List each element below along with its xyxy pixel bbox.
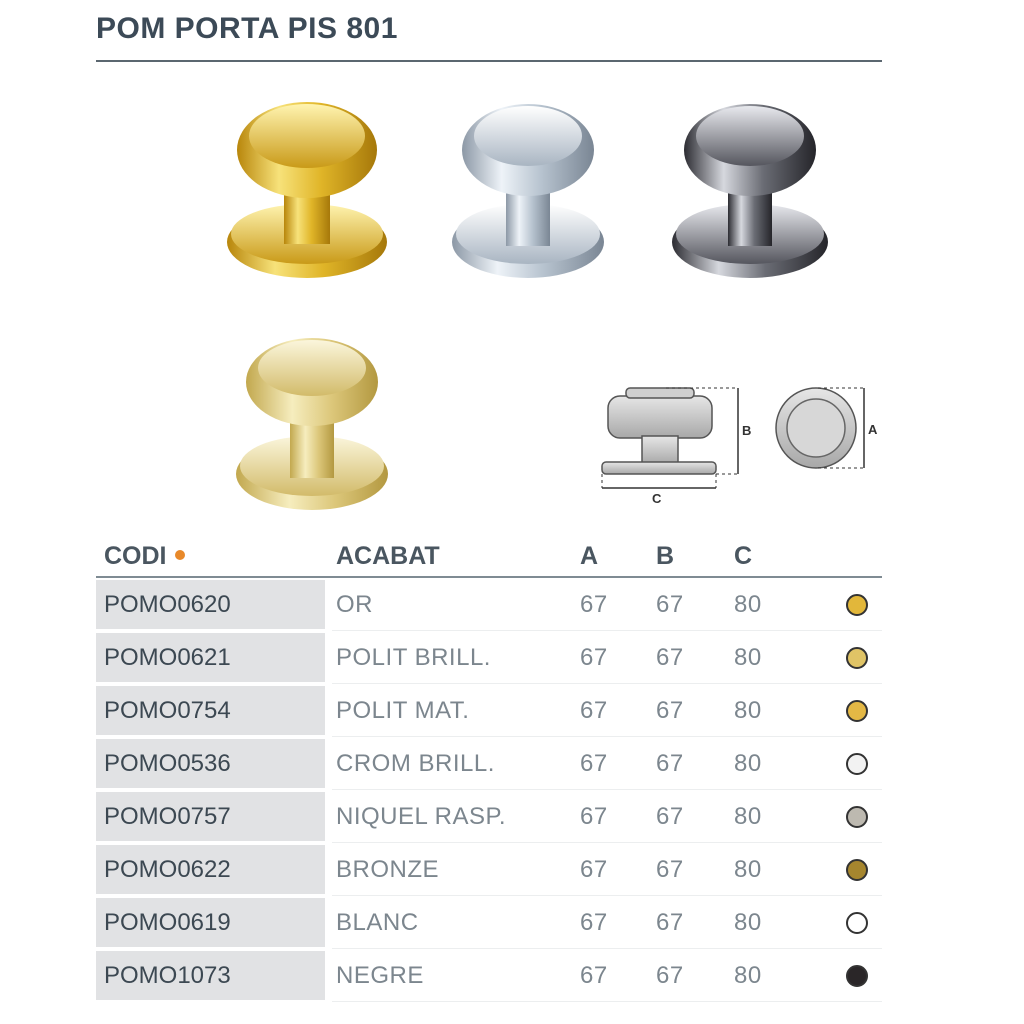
dimension-c: 80 — [734, 750, 762, 777]
page-title: POM PORTA PIS 801 — [96, 12, 398, 45]
knob-image-matte-brass — [232, 330, 392, 514]
finish-name: NEGRE — [336, 962, 424, 989]
table-row — [96, 843, 882, 896]
table-row — [96, 737, 882, 790]
finish-name: CROM BRILL. — [336, 750, 495, 777]
dimension-a: 67 — [580, 697, 608, 724]
header-b: B — [656, 542, 675, 570]
dimension-b: 67 — [656, 856, 684, 883]
finish-swatch-icon — [846, 912, 868, 934]
finish-name: POLIT BRILL. — [336, 644, 491, 671]
dimension-label-a: A — [868, 422, 878, 437]
dimension-a: 67 — [580, 644, 608, 671]
dimension-a: 67 — [580, 803, 608, 830]
dimension-a: 67 — [580, 591, 608, 618]
dimension-c: 80 — [734, 803, 762, 830]
dimension-b: 67 — [656, 591, 684, 618]
finish-swatch-icon — [846, 753, 868, 775]
product-code: POMO1073 — [96, 951, 325, 1000]
finish-name: POLIT MAT. — [336, 697, 470, 724]
dimension-diagram — [596, 378, 886, 508]
table-row — [96, 790, 882, 843]
dimension-c: 80 — [734, 962, 762, 989]
finish-swatch-icon — [846, 859, 868, 881]
knob-side-head — [608, 396, 712, 438]
dimension-b: 67 — [656, 962, 684, 989]
knob-side-base — [602, 462, 716, 474]
product-code: POMO0536 — [96, 739, 325, 788]
dimension-b: 67 — [656, 697, 684, 724]
finish-name: BLANC — [336, 909, 419, 936]
product-code: POMO0622 — [96, 845, 325, 894]
finish-swatch-icon — [846, 700, 868, 722]
product-code: POMO0619 — [96, 898, 325, 947]
header-code — [104, 542, 185, 571]
header-finish: ACABAT — [336, 542, 440, 570]
dimension-b: 67 — [656, 803, 684, 830]
knob-image-gold — [222, 94, 392, 280]
finish-swatch-icon — [846, 965, 868, 987]
header-code-label: CODI — [104, 542, 167, 570]
knob-image-dark-nickel — [668, 96, 832, 282]
dimension-c: 80 — [734, 697, 762, 724]
product-code: POMO0620 — [96, 580, 325, 629]
dimension-c: 80 — [734, 909, 762, 936]
finish-swatch-icon — [846, 647, 868, 669]
dimension-a: 67 — [580, 750, 608, 777]
orange-dot-icon — [175, 550, 185, 560]
knob-image-chrome — [448, 96, 608, 282]
table-row — [96, 684, 882, 737]
table-row — [96, 578, 882, 631]
title-divider — [96, 60, 882, 62]
dimension-b: 67 — [656, 644, 684, 671]
finish-swatch-icon — [846, 806, 868, 828]
finish-swatch-icon — [846, 594, 868, 616]
dimension-a: 67 — [580, 856, 608, 883]
header-a: A — [580, 542, 599, 570]
product-code: POMO0621 — [96, 633, 325, 682]
row-divider — [332, 1001, 882, 1002]
dimension-b: 67 — [656, 750, 684, 777]
dimension-c: 80 — [734, 856, 762, 883]
table-row — [96, 896, 882, 949]
finish-name: BRONZE — [336, 856, 440, 883]
dimension-c: 80 — [734, 644, 762, 671]
dimension-c: 80 — [734, 591, 762, 618]
dimension-a: 67 — [580, 909, 608, 936]
dimension-label-b: B — [742, 423, 752, 438]
product-code: POMO0754 — [96, 686, 325, 735]
table-header — [96, 536, 882, 578]
product-table — [96, 536, 882, 1002]
table-row — [96, 631, 882, 684]
product-code: POMO0757 — [96, 792, 325, 841]
finish-name: OR — [336, 591, 373, 618]
table-body — [96, 578, 882, 1002]
dimension-label-c: C — [652, 491, 662, 506]
finish-name: NIQUEL RASP. — [336, 803, 507, 830]
header-c: C — [734, 542, 753, 570]
dimension-a: 67 — [580, 962, 608, 989]
table-row — [96, 949, 882, 1002]
dimension-b: 67 — [656, 909, 684, 936]
